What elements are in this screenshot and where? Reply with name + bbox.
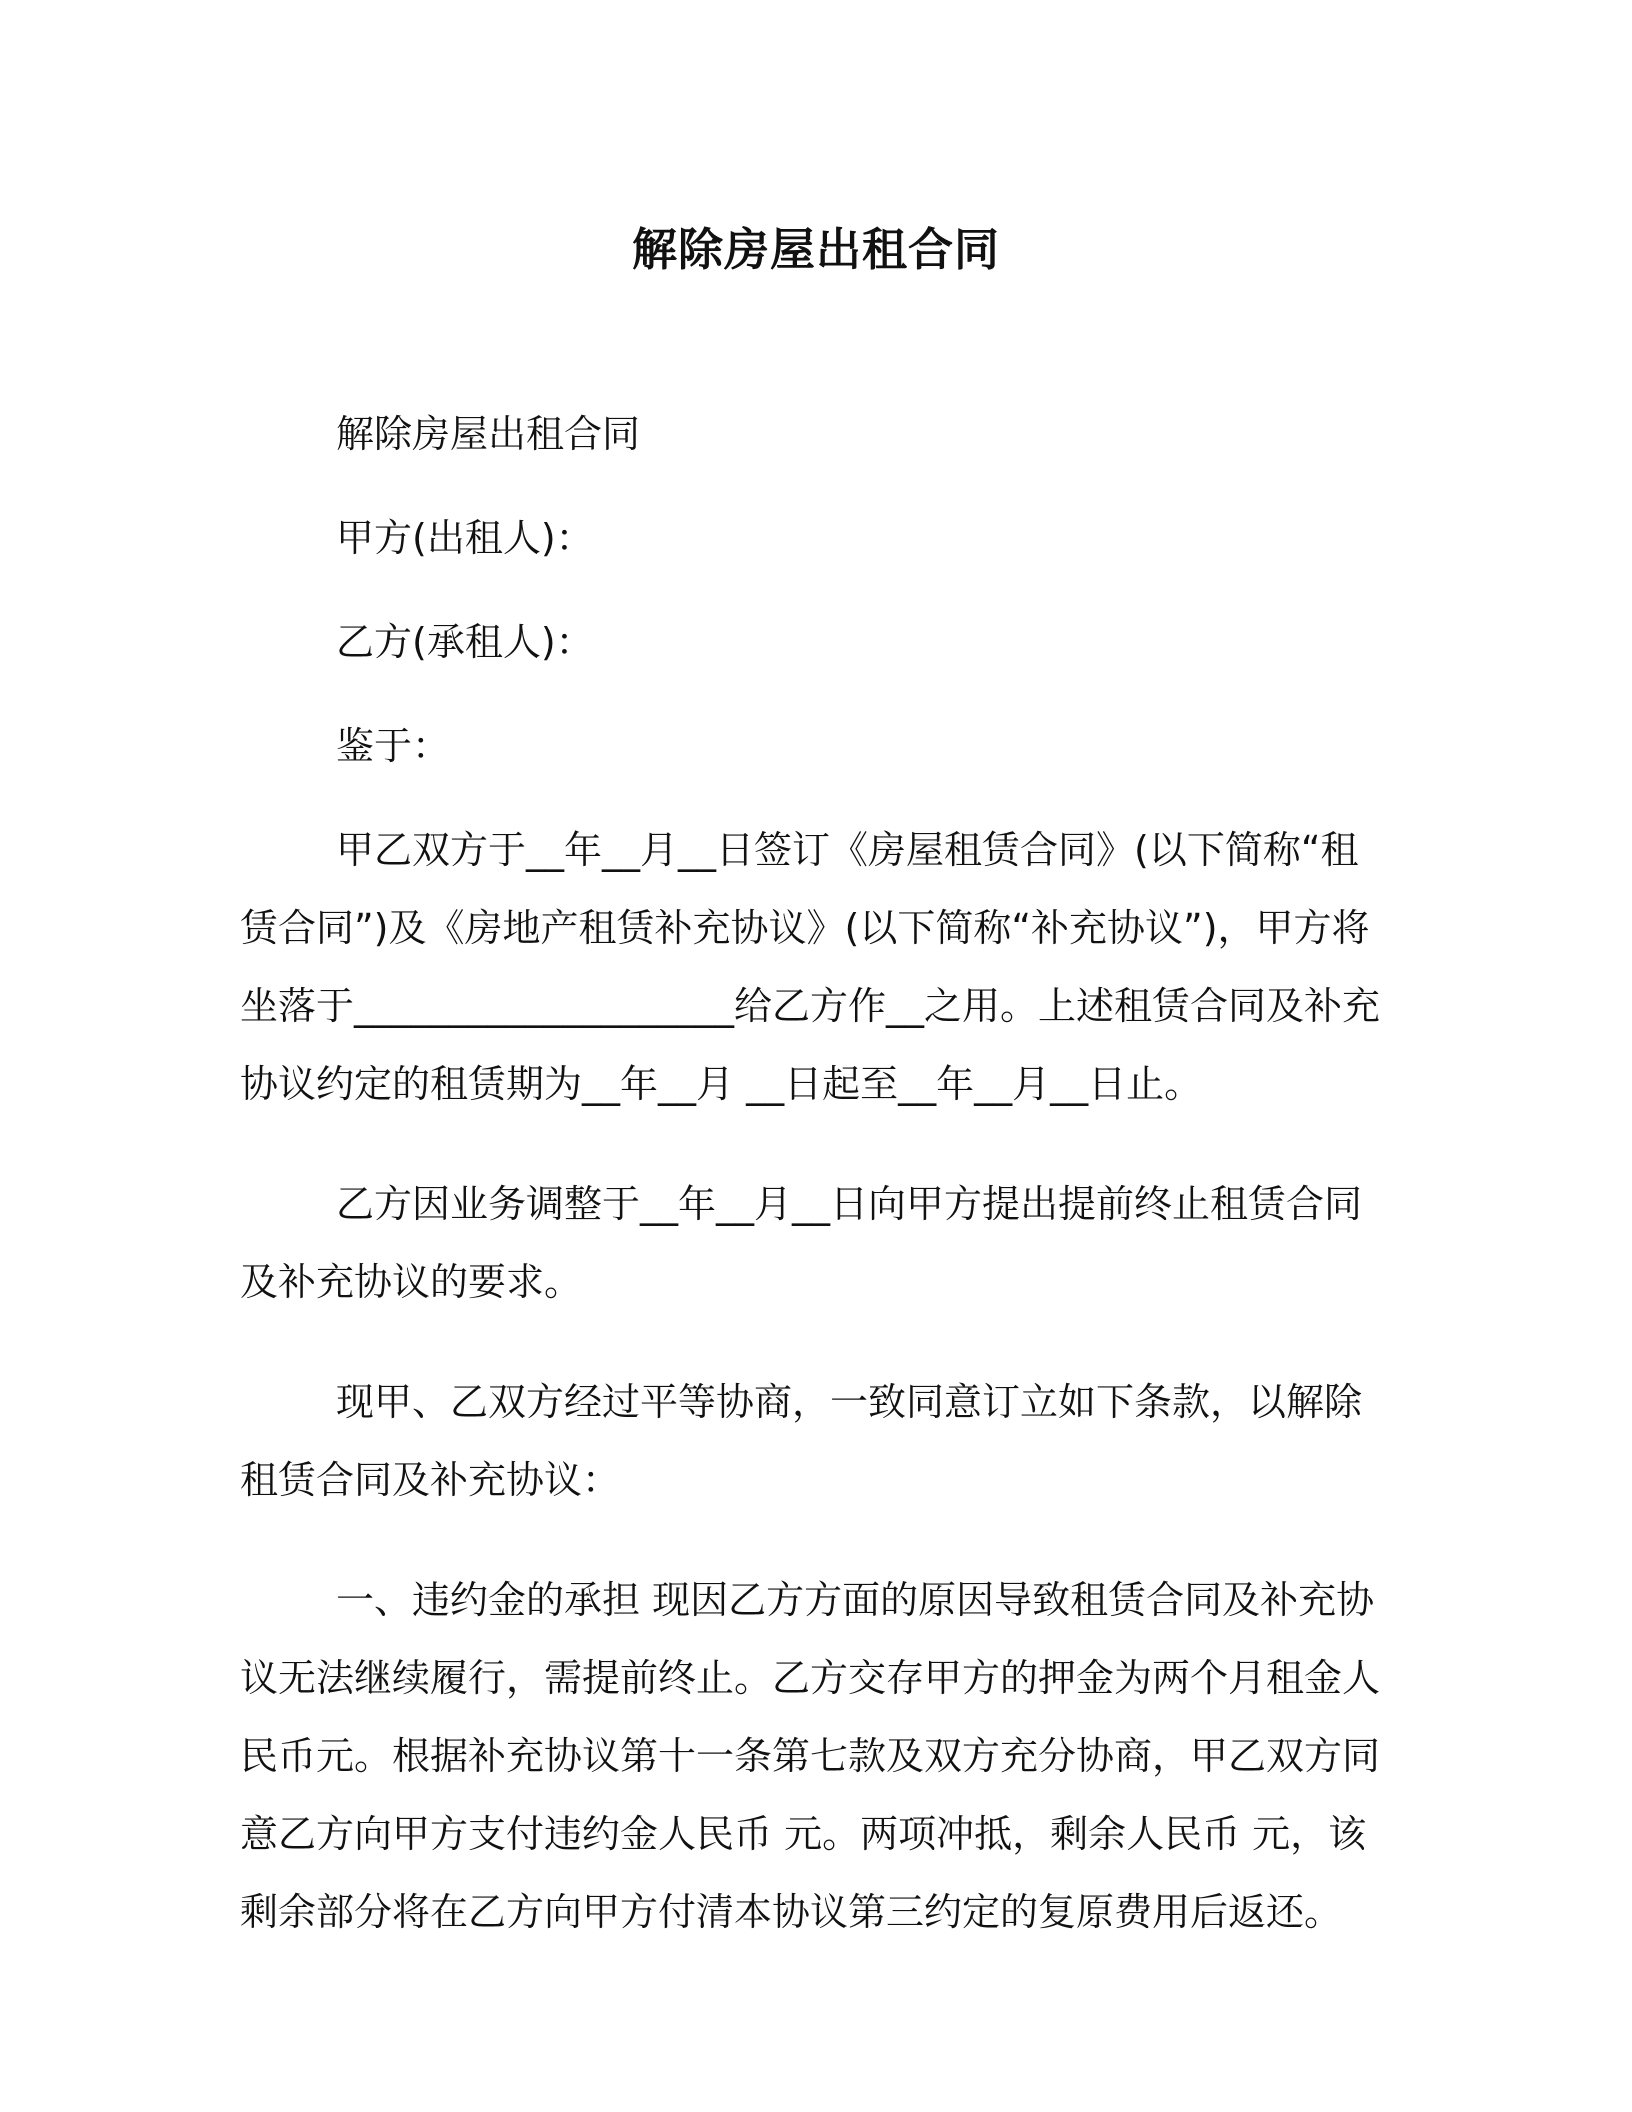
paragraph-party-a: 甲方(出租人)： <box>336 516 594 560</box>
paragraph-whereas: 鉴于： <box>336 724 451 768</box>
document-body <box>240 395 1380 1993</box>
paragraph-heading: 解除房屋出租合同 <box>336 412 641 456</box>
paragraph-clause-1: 一、违约金的承担 现因乙方方面的原因导致租赁合同及补充协议无法继续履行，需提前终止。乙方交存甲方的押金为两个月租金人民币元。根据补充协议第十一条第七款及双方充分协商，甲乙双方同意乙方向甲方支付违约金人民币 元。两项冲抵，剩余人民币 元，该剩余部分将在乙方向甲方付清本协议第三约定的复原费用后返还。 <box>240 1578 1381 1934</box>
paragraph-termination-request: 乙方因业务调整于__年__月__日向甲方提出提前终止租赁合同及补充协议的要求。 <box>240 1182 1363 1304</box>
paragraph-party-b: 乙方(承租人)： <box>336 620 594 664</box>
paragraph-agreement-intro: 现甲、乙双方经过平等协商，一致同意订立如下条款，以解除租赁合同及补充协议： <box>240 1380 1363 1502</box>
document-title: 解除房屋出租合同 <box>631 223 1000 276</box>
paragraph-background: 甲乙双方于__年__月__日签订《房屋租赁合同》(以下简称“租赁合同”)及《房地产租赁补充协议》(以下简称“补充协议”)，甲方将坐落于____________________给乙方作__之用。上述租赁合同及补充协议约定的租赁期为__年__月 __日起至__年__月__日止。 <box>240 828 1381 1106</box>
